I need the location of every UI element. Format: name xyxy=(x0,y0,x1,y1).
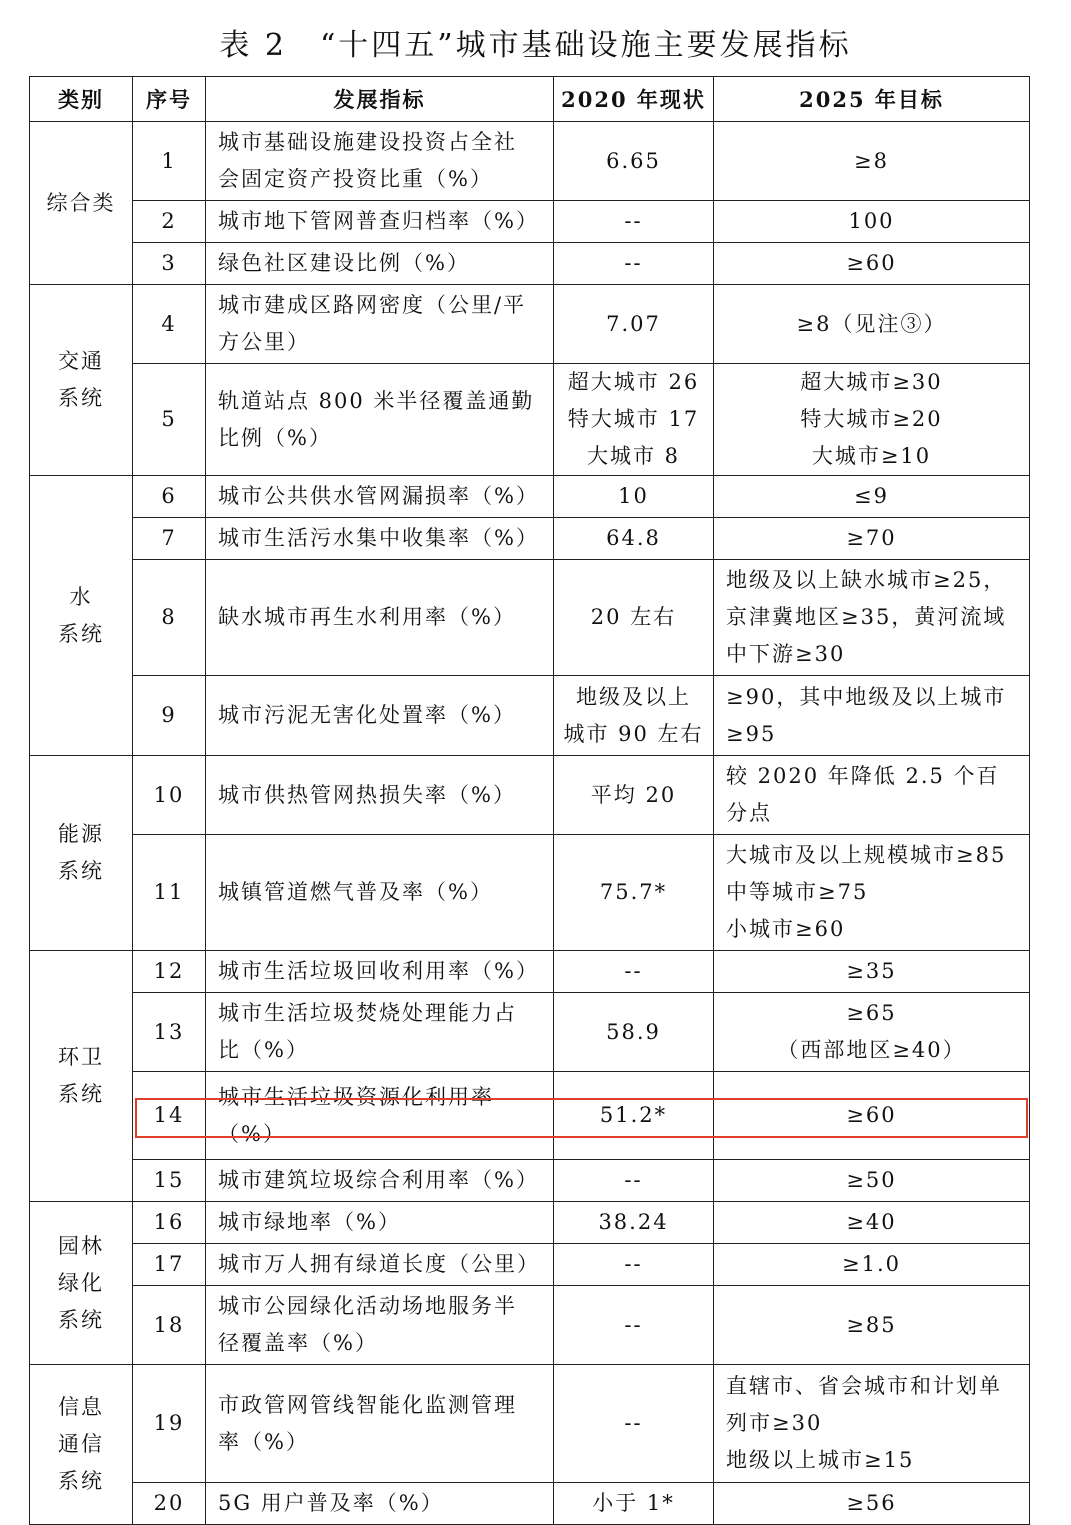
target-2025-cell xyxy=(714,476,1030,518)
row-number: 16 xyxy=(133,1202,206,1244)
status-2020-cell xyxy=(554,201,714,243)
row-number: 12 xyxy=(133,951,206,993)
indicator-cell xyxy=(206,560,554,676)
category-label: 综合类 xyxy=(46,190,116,215)
indicator-text: 城市生活垃圾资源化利用率 xyxy=(218,1084,494,1109)
header-indicator: 发展指标 xyxy=(206,77,554,122)
status-2020-cell xyxy=(554,1365,714,1483)
status-2020-cell xyxy=(554,1072,714,1160)
table-row xyxy=(30,993,1030,1072)
indicator-cell xyxy=(206,285,554,364)
table-row xyxy=(30,285,1030,364)
indicator-text: 城市公园绿化活动场地服务半 xyxy=(218,1294,517,1318)
table-row xyxy=(30,1365,1030,1483)
status-2020-text: -- xyxy=(624,1252,643,1276)
status-2020-cell xyxy=(554,676,714,756)
indicators-table xyxy=(29,76,1030,1525)
indicator-text: 城市公共供水管网漏损率（%） xyxy=(218,484,539,508)
indicator-cell xyxy=(206,1286,554,1365)
indicator-cell xyxy=(206,756,554,835)
table-row xyxy=(30,201,1030,243)
status-2020-text: 64.8 xyxy=(606,526,661,550)
table-row xyxy=(30,951,1030,993)
status-2020-text: -- xyxy=(624,1411,643,1435)
indicator-text: 会固定资产投资比重（%） xyxy=(218,167,493,191)
status-2020-text: 地级及以上 xyxy=(576,684,691,709)
target-2025-cell xyxy=(714,1365,1030,1483)
indicator-cell xyxy=(206,1365,554,1483)
target-2025-cell xyxy=(714,560,1030,676)
target-2025-text: ≤9 xyxy=(854,484,889,508)
row-number: 6 xyxy=(133,476,206,518)
status-2020-text: 75.7* xyxy=(599,880,668,904)
indicator-cell xyxy=(206,364,554,476)
target-2025-text: ≥60 xyxy=(846,1103,897,1127)
status-2020-text: -- xyxy=(624,1168,643,1192)
table-row xyxy=(30,243,1030,285)
category-cell xyxy=(30,951,133,1202)
indicator-text: 城市建成区路网密度（公里/平 xyxy=(218,293,527,317)
status-2020-cell xyxy=(554,1244,714,1286)
status-2020-text: -- xyxy=(624,959,643,983)
status-2020-text: -- xyxy=(624,1312,643,1337)
target-2025-text: 中下游≥30 xyxy=(726,642,846,666)
category-label: 交通 xyxy=(58,349,104,373)
status-2020-cell xyxy=(554,1483,714,1525)
target-2025-text: ≥35 xyxy=(846,959,897,983)
table-row xyxy=(30,1072,1030,1160)
row-number: 11 xyxy=(133,835,206,951)
target-2025-text: 小城市≥60 xyxy=(726,917,846,941)
status-2020-cell xyxy=(554,243,714,285)
target-2025-text: ≥1.0 xyxy=(842,1252,901,1276)
row-number: 10 xyxy=(133,756,206,835)
status-2020-text: 51.2* xyxy=(599,1103,668,1127)
target-2025-text: ≥56 xyxy=(846,1491,897,1515)
status-2020-text: -- xyxy=(624,209,643,233)
indicator-cell xyxy=(206,676,554,756)
indicator-cell xyxy=(206,993,554,1072)
target-2025-text: ≥65 xyxy=(846,1001,897,1025)
indicator-text: （%） xyxy=(218,1121,286,1146)
target-2025-text: 京津冀地区≥35，黄河流域 xyxy=(726,605,1007,629)
category-label: 系统 xyxy=(58,621,104,646)
target-2025-text: 中等城市≥75 xyxy=(726,880,869,904)
row-number: 3 xyxy=(133,243,206,285)
category-label: 系统 xyxy=(58,386,104,410)
target-2025-text: 列市≥30 xyxy=(726,1411,823,1435)
indicator-text: 方公里） xyxy=(218,330,310,354)
status-2020-text: 58.9 xyxy=(606,1019,661,1044)
indicator-text: 比（%） xyxy=(218,1038,309,1062)
indicator-cell xyxy=(206,1072,554,1160)
header-2020-status: 2020 年现状 xyxy=(554,77,714,122)
indicator-text: 城镇管道燃气普及率（%） xyxy=(218,880,493,904)
row-number: 2 xyxy=(133,201,206,243)
status-2020-text: 超大城市 26 xyxy=(567,370,700,394)
target-2025-text: ≥60 xyxy=(846,251,897,275)
target-2025-text: 直辖市、省会城市和计划单 xyxy=(726,1374,1002,1398)
indicator-text: 城市生活垃圾焚烧处理能力占 xyxy=(218,1001,517,1025)
target-2025-text: 特大城市≥20 xyxy=(800,407,943,431)
indicator-text: 城市基础设施建设投资占全社 xyxy=(218,130,517,154)
target-2025-cell xyxy=(714,835,1030,951)
indicator-text: 城市建筑垃圾综合利用率（%） xyxy=(218,1168,539,1192)
table-row xyxy=(30,756,1030,835)
row-number: 1 xyxy=(133,122,206,201)
category-label: 通信 xyxy=(58,1432,104,1456)
table-row xyxy=(30,476,1030,518)
table-row xyxy=(30,1160,1030,1202)
indicator-text: 城市生活垃圾回收利用率（%） xyxy=(218,959,539,983)
category-cell xyxy=(30,285,133,476)
target-2025-text: （西部地区≥40） xyxy=(777,1038,966,1062)
target-2025-cell xyxy=(714,243,1030,285)
table-row xyxy=(30,560,1030,676)
indicator-text: 比例（%） xyxy=(218,425,332,450)
target-2025-text: 超大城市≥30 xyxy=(800,370,943,394)
header-row xyxy=(30,77,1030,122)
table-row xyxy=(30,1244,1030,1286)
table-row xyxy=(30,835,1030,951)
target-2025-cell xyxy=(714,285,1030,364)
target-2025-cell xyxy=(714,1244,1030,1286)
target-2025-cell xyxy=(714,122,1030,201)
target-2025-cell xyxy=(714,1072,1030,1160)
status-2020-cell xyxy=(554,1286,714,1365)
row-number: 14 xyxy=(133,1072,206,1160)
row-number: 15 xyxy=(133,1160,206,1202)
status-2020-cell xyxy=(554,364,714,476)
indicator-cell xyxy=(206,1244,554,1286)
status-2020-cell xyxy=(554,1202,714,1244)
category-label: 系统 xyxy=(58,1082,104,1106)
target-2025-cell xyxy=(714,993,1030,1072)
indicator-cell xyxy=(206,1202,554,1244)
category-label: 系统 xyxy=(58,1469,104,1493)
row-number: 19 xyxy=(133,1365,206,1483)
header-category: 类别 xyxy=(30,77,133,122)
row-number: 20 xyxy=(133,1483,206,1525)
indicator-text: 绿色社区建设比例（%） xyxy=(218,251,470,275)
row-number: 9 xyxy=(133,676,206,756)
indicator-text: 缺水城市再生水利用率（%） xyxy=(218,605,516,629)
status-2020-cell xyxy=(554,835,714,951)
indicator-text: 5G 用户普及率（%） xyxy=(218,1491,444,1515)
indicator-text: 城市生活污水集中收集率（%） xyxy=(218,526,539,550)
target-2025-cell xyxy=(714,201,1030,243)
status-2020-text: 6.65 xyxy=(606,148,661,173)
table-row xyxy=(30,1202,1030,1244)
target-2025-cell xyxy=(714,518,1030,560)
target-2025-text: ≥85 xyxy=(846,1312,897,1337)
row-number: 5 xyxy=(133,364,206,476)
target-2025-cell xyxy=(714,1202,1030,1244)
row-number: 17 xyxy=(133,1244,206,1286)
table-title: 表 2 “十四五”城市基础设施主要发展指标 xyxy=(219,28,852,63)
table-row xyxy=(30,122,1030,201)
category-cell xyxy=(30,756,133,951)
indicator-text: 径覆盖率（%） xyxy=(218,1331,378,1355)
category-cell xyxy=(30,122,133,285)
target-2025-cell xyxy=(714,1286,1030,1365)
status-2020-text: 38.24 xyxy=(598,1210,669,1234)
row-number: 18 xyxy=(133,1286,206,1365)
target-2025-text: 地级及以上缺水城市≥25， xyxy=(726,568,1007,592)
row-number: 13 xyxy=(133,993,206,1072)
target-2025-cell xyxy=(714,676,1030,756)
table-row xyxy=(30,364,1030,476)
status-2020-cell xyxy=(554,518,714,560)
status-2020-cell xyxy=(554,993,714,1072)
status-2020-text: 大城市 8 xyxy=(586,444,681,468)
category-label: 环卫 xyxy=(58,1045,104,1069)
target-2025-text: ≥95 xyxy=(726,721,777,746)
indicator-cell xyxy=(206,201,554,243)
row-number: 8 xyxy=(133,560,206,676)
status-2020-cell xyxy=(554,285,714,364)
indicator-text: 率（%） xyxy=(218,1429,309,1454)
category-label: 信息 xyxy=(58,1395,104,1419)
status-2020-text: -- xyxy=(624,251,643,275)
status-2020-cell xyxy=(554,476,714,518)
category-label: 绿化 xyxy=(58,1270,104,1295)
indicator-text: 城市万人拥有绿道长度（公里） xyxy=(218,1252,540,1276)
target-2025-text: 地级以上城市≥15 xyxy=(726,1448,915,1472)
category-label: 系统 xyxy=(58,859,104,883)
status-2020-text: 城市 90 左右 xyxy=(563,721,704,746)
status-2020-cell xyxy=(554,756,714,835)
indicator-cell xyxy=(206,518,554,560)
table-row xyxy=(30,676,1030,756)
table-row xyxy=(30,1483,1030,1525)
target-2025-text: ≥70 xyxy=(846,526,897,550)
status-2020-text: 7.07 xyxy=(606,311,661,336)
target-2025-text: 大城市及以上规模城市≥85 xyxy=(726,843,1007,867)
indicator-text: 城市地下管网普查归档率（%） xyxy=(218,209,539,233)
target-2025-text: ≥90，其中地级及以上城市 xyxy=(726,684,1007,709)
category-label: 园林 xyxy=(58,1233,104,1258)
target-2025-text: 100 xyxy=(848,209,895,233)
indicator-cell xyxy=(206,951,554,993)
category-label: 系统 xyxy=(58,1307,104,1332)
row-number: 4 xyxy=(133,285,206,364)
status-2020-text: 20 左右 xyxy=(590,605,677,629)
category-label: 能源 xyxy=(58,822,104,846)
header-number: 序号 xyxy=(133,77,206,122)
category-cell xyxy=(30,476,133,756)
indicator-cell xyxy=(206,835,554,951)
row-number: 7 xyxy=(133,518,206,560)
status-2020-text: 小于 1* xyxy=(592,1491,675,1515)
target-2025-text: ≥50 xyxy=(846,1168,897,1192)
status-2020-text: 平均 20 xyxy=(590,782,677,807)
target-2025-text: 较 2020 年降低 2.5 个百分点 xyxy=(726,764,1000,825)
indicator-text: 城市绿地率（%） xyxy=(218,1210,401,1234)
target-2025-cell xyxy=(714,364,1030,476)
target-2025-cell xyxy=(714,951,1030,993)
target-2025-text: ≥8 xyxy=(854,148,889,173)
indicator-cell xyxy=(206,1160,554,1202)
category-cell xyxy=(30,1202,133,1365)
target-2025-text: 大城市≥10 xyxy=(811,444,932,468)
indicator-text: 城市供热管网热损失率（%） xyxy=(218,782,516,807)
target-2025-text: ≥40 xyxy=(846,1210,897,1234)
target-2025-cell xyxy=(714,1483,1030,1525)
target-2025-cell xyxy=(714,756,1030,835)
status-2020-cell xyxy=(554,1160,714,1202)
category-cell xyxy=(30,1365,133,1525)
status-2020-text: 10 xyxy=(618,484,649,508)
indicator-text: 城市污泥无害化处置率（%） xyxy=(218,703,516,727)
table-row xyxy=(30,518,1030,560)
target-2025-text: ≥8（见注③） xyxy=(796,311,947,336)
category-label: 水 xyxy=(69,584,93,609)
indicator-cell xyxy=(206,476,554,518)
header-2025-target: 2025 年目标 xyxy=(714,77,1030,122)
indicator-cell xyxy=(206,122,554,201)
indicator-text: 轨道站点 800 米半径覆盖通勤 xyxy=(218,388,535,413)
status-2020-text: 特大城市 17 xyxy=(567,407,700,431)
status-2020-cell xyxy=(554,560,714,676)
indicator-cell xyxy=(206,1483,554,1525)
indicator-cell xyxy=(206,243,554,285)
table-row xyxy=(30,1286,1030,1365)
status-2020-cell xyxy=(554,951,714,993)
status-2020-cell xyxy=(554,122,714,201)
target-2025-cell xyxy=(714,1160,1030,1202)
indicator-text: 市政管网管线智能化监测管理 xyxy=(218,1392,517,1417)
